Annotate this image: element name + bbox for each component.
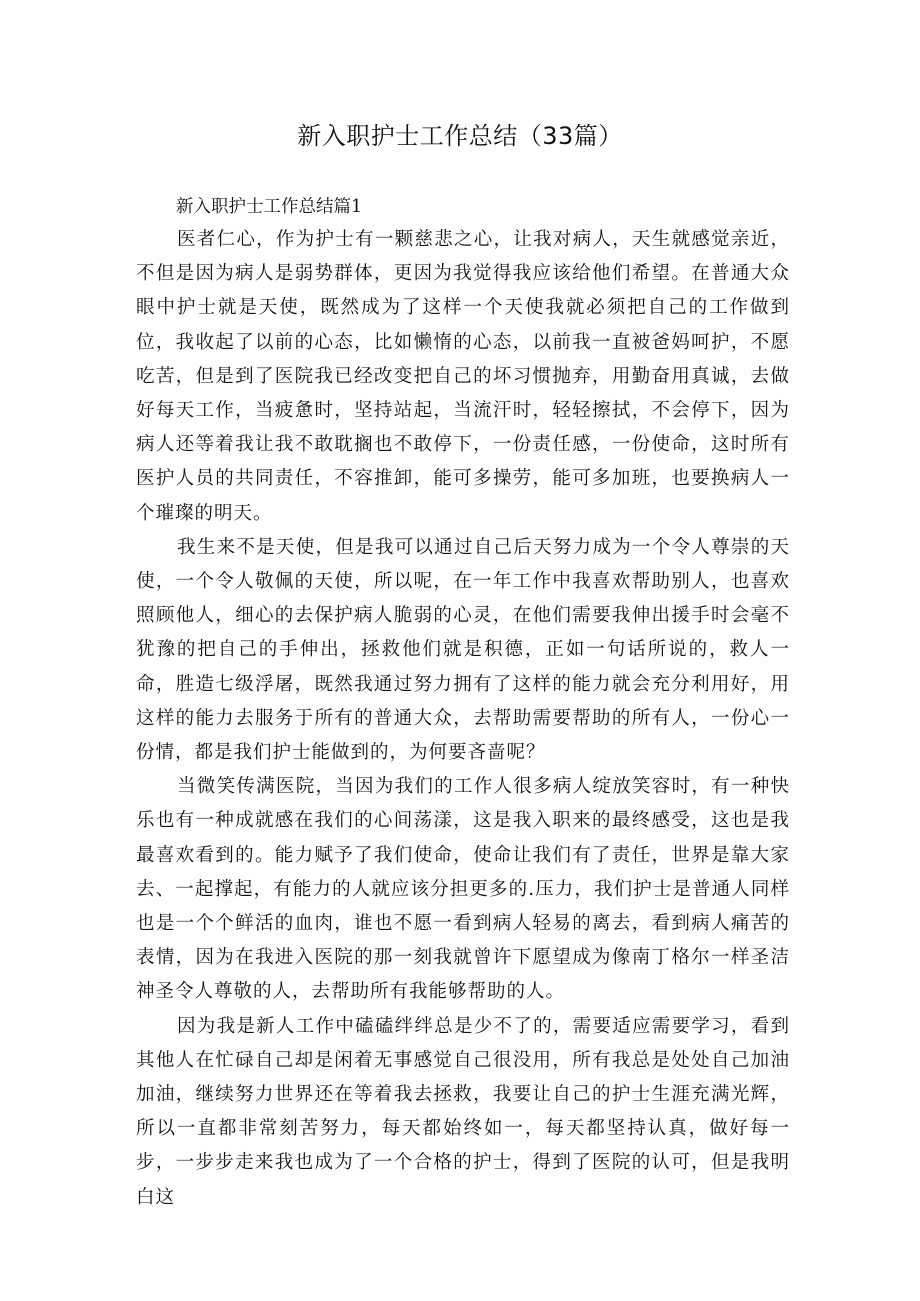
paragraph-3: 当微笑传满医院，当因为我们的工作人很多病人绽放笑容时，有一种快乐也有一种成就感在我们的心间荡漾，这是我入职来的最终感受，这也是我最喜欢看到的。能力赋予了我们使命，使命让我们有了责任，世界是靠大家去、一起撑起，有能力的人就应该分担更多的.压力，我们护士是普通人同样也是一个个鲜活的血肉，谁也不愿一看到病人轻易的离去，看到病人痛苦的表情，因为在我进入医院的那一刻我就曾许下愿望成为像南丁格尔一样圣洁神圣令人尊敬的人，去帮助所有我能够帮助的人。 bbox=[136, 776, 790, 1003]
paragraph-4: 因为我是新人工作中磕磕绊绊总是少不了的，需要适应需要学习，看到其他人在忙碌自己却是闲着无事感觉自己很没用，所有我总是处处自己加油加油，继续努力世界还在等着我去拯救，我要让自己的护士生涯充满光辉，所以一直都非常刻苦努力，每天都始终如一，每天都坚持认真，做好每一步，一步步走来我也成为了一个合格的护士，得到了医院的认可，但是我明白这 bbox=[136, 1015, 790, 1208]
document-title: 新入职护士工作总结（33篇） bbox=[297, 122, 623, 150]
document-body bbox=[136, 192, 790, 1215]
paragraph-2: 我生来不是天使，但是我可以通过自己后天努力成为一个令人尊崇的天使，一个令人敬佩的天使，所以呢，在一年工作中我喜欢帮助别人，也喜欢照顾他人，细心的去保护病人脆弱的心灵，在他们需要我伸出援手时会毫不犹豫的把自己的手伸出，拯救他们就是积德，正如一句话所说的，救人一命，胜造七级浮屠，既然我通过努力拥有了这样的能力就会充分利用好，用这样的能力去服务于所有的普通大众，去帮助需要帮助的所有人，一份心一份情，都是我们护士能做到的，为何要吝啬呢？ bbox=[136, 536, 790, 764]
section-heading: 新入职护士工作总结篇1 bbox=[176, 197, 363, 217]
paragraph-1: 医者仁心，作为护士有一颗慈悲之心，让我对病人，天生就感觉亲近，不但是因为病人是弱势群体，更因为我觉得我应该给他们希望。在普通大众眼中护士就是天使，既然成为了这样一个天使我就必须把自己的工作做到位，我收起了以前的心态，比如懒惰的心态，以前我一直被爸妈呵护，不愿吃苦，但是到了医院我已经改变把自己的坏习惯抛弃，用勤奋用真诚，去做好每天工作，当疲惫时，坚持站起，当流汗时，轻轻擦拭，不会停下，因为病人还等着我让我不敢耽搁也不敢停下，一份责任感，一份使命，这时所有医护人员的共同责任，不容推卸，能可多操劳，能可多加班，也要换病人一个璀璨的明天。 bbox=[136, 229, 790, 524]
